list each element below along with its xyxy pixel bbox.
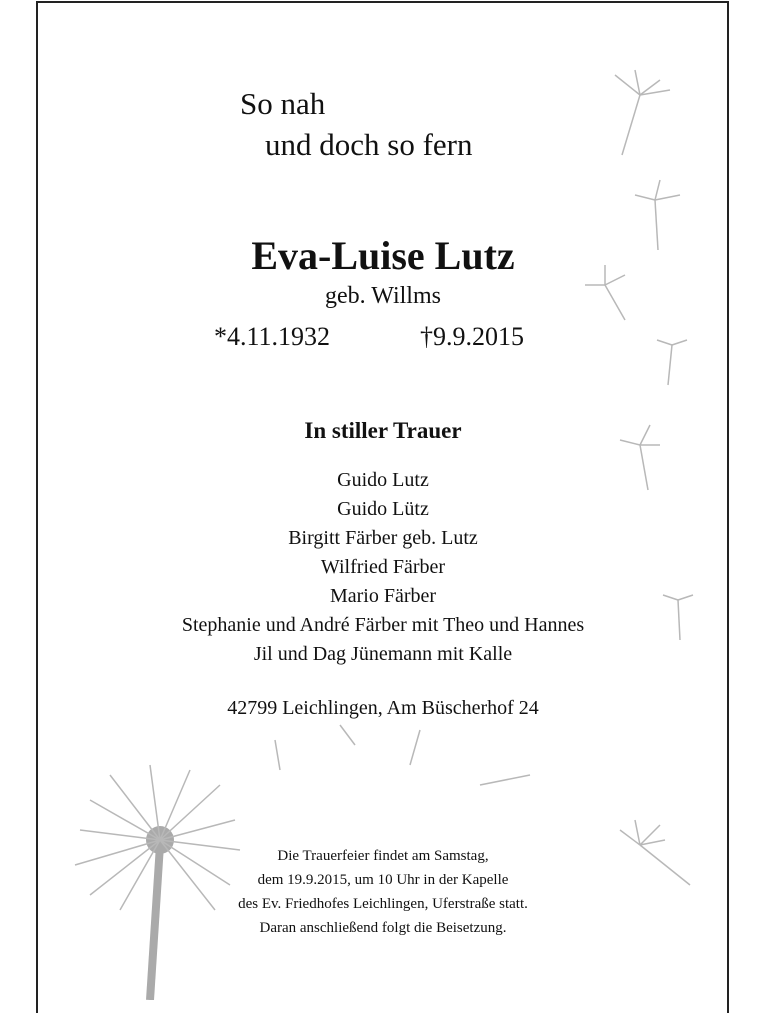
address: 42799 Leichlingen, Am Büscherhof 24 [227, 697, 539, 719]
mourner: Wilfried Färber [320, 556, 446, 578]
birth-name: geb. Willms [325, 283, 441, 309]
mourner: Birgitt Färber geb. Lutz [288, 527, 478, 549]
funeral-info-line: dem 19.9.2015, um 10 Uhr in der Kapelle [257, 872, 509, 888]
dandelion-seed-icon [615, 70, 670, 155]
mourning-heading: In stiller Trauer [304, 418, 462, 443]
funeral-info-line: des Ev. Friedhofes Leichlingen, Uferstraße statt. [238, 896, 528, 912]
mourner: Jil und Dag Jünemann mit Kalle [253, 643, 513, 665]
mourner: Mario Färber [329, 585, 437, 607]
funeral-info-line: Daran anschließend folgt die Beisetzung. [259, 920, 507, 936]
mourner: Guido Lütz [337, 498, 429, 520]
dandelion-seed-icon [275, 725, 530, 785]
death-date: †9.9.2015 [420, 322, 524, 351]
birth-date: *4.11.1932 [214, 322, 331, 351]
motto-line-1: So nah [240, 86, 326, 121]
mourner: Guido Lutz [337, 469, 429, 491]
motto-line-2: und doch so fern [265, 127, 473, 162]
funeral-info-line: Die Trauerfeier findet am Samstag, [277, 848, 489, 864]
mourner: Stephanie und André Färber mit Theo und Hannes [181, 614, 585, 636]
deceased-name: Eva-Luise Lutz [251, 233, 515, 278]
dandelion-seed-icon [657, 340, 687, 385]
